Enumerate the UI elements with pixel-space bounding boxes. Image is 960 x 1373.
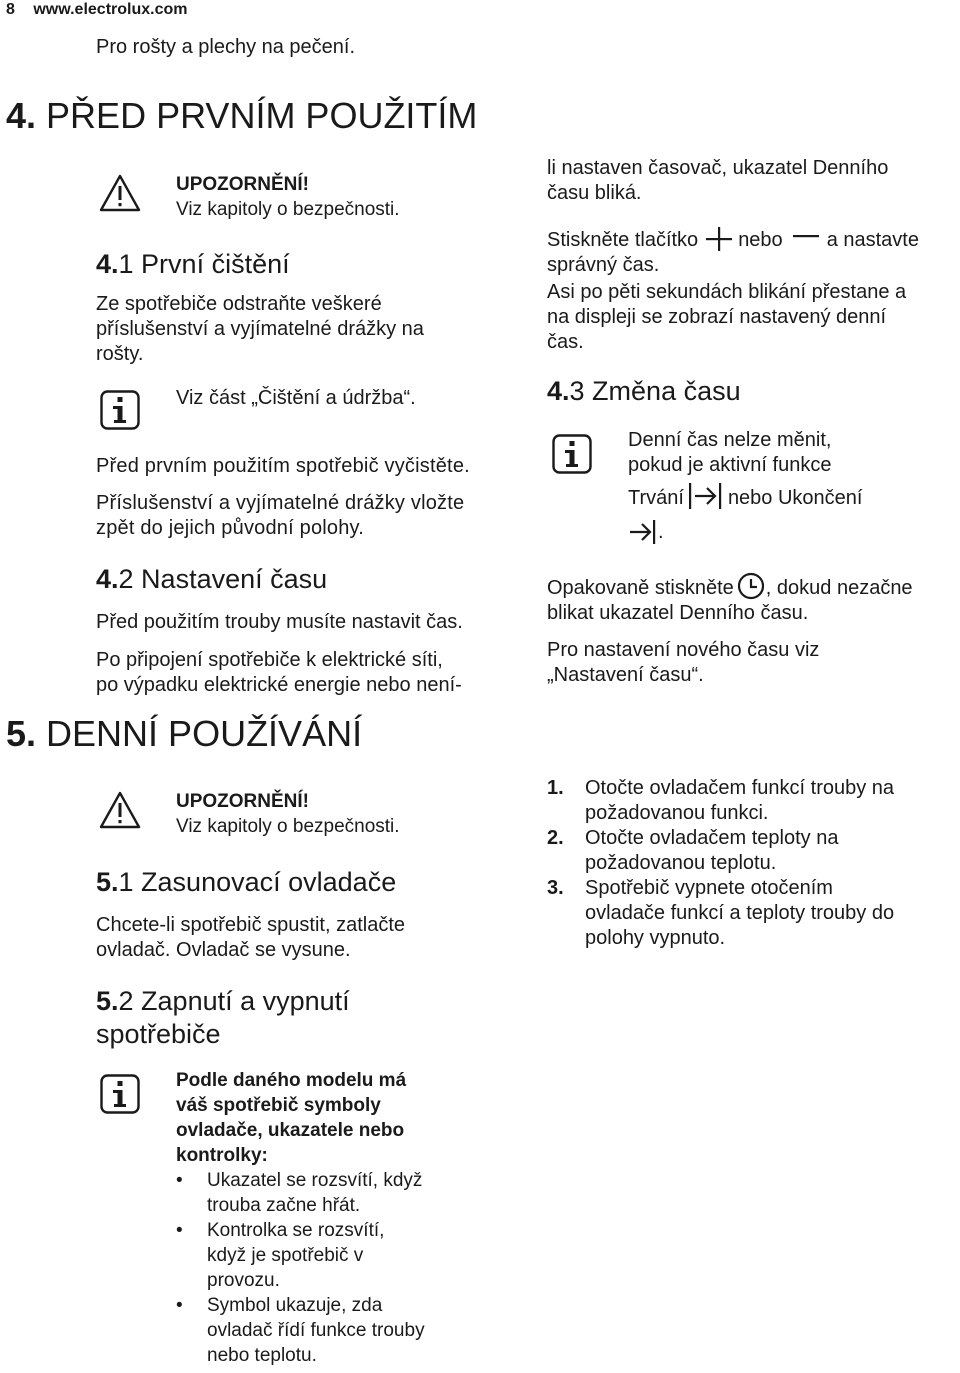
text-line: Pro nastavení nového času viz (547, 639, 820, 661)
text-line: správný čas. (547, 254, 660, 276)
bullet-list (176, 1168, 506, 1368)
subsection-number: 4. (547, 376, 570, 406)
text-line: ovladač. Ovladač se vysune. (96, 939, 351, 961)
text-line (628, 486, 862, 511)
text-fragment: a nastavte (826, 229, 919, 251)
text-line: po výpadku elektrické energie nebo není- (96, 674, 462, 696)
paragraph-after-connect (96, 648, 462, 698)
text-line (547, 576, 959, 601)
text-line: rošty. (96, 343, 144, 365)
text-line: polohy vypnuto. (585, 927, 726, 949)
subsection-number: 4. (96, 249, 119, 279)
step-number: 2. (547, 827, 564, 849)
subsection-title: 2 Nastavení času (118, 564, 328, 594)
list-item (176, 1218, 506, 1293)
duration-icon (686, 481, 728, 511)
text-line: li nastaven časovač, ukazatel Denního (547, 157, 889, 179)
step-number: 1. (547, 777, 564, 799)
text-line: když je spotřebič v (207, 1245, 364, 1266)
text-line: Otočte ovladačem funkcí trouby na (585, 777, 895, 799)
info-icon (100, 1074, 140, 1114)
subsection-number: 5. (96, 986, 119, 1016)
section-5-heading (6, 714, 362, 754)
text-line: času bliká. (547, 182, 642, 204)
warning-block-1 (176, 172, 400, 222)
section-4-number: 4. (6, 95, 37, 136)
text-fragment: nebo Ukončení (727, 487, 863, 509)
text-fragment: nebo (738, 229, 783, 251)
page-number: 8 (6, 1, 15, 18)
end-time-icon (628, 519, 658, 545)
subsection-number: 4. (96, 564, 119, 594)
warning-text: Viz kapitoly o bezpečnosti. (176, 816, 400, 837)
text-line: zpět do jejich původní polohy. (96, 517, 365, 539)
info-time-change (628, 428, 862, 545)
text-line: nebo teplotu. (207, 1345, 317, 1366)
section-5-number: 5. (6, 713, 37, 754)
text-fragment: Stiskněte tlačítko (547, 229, 699, 251)
section-5-title: DENNÍ POUŽÍVÁNÍ (46, 713, 363, 754)
warning-icon (99, 174, 141, 212)
text-line: • Symbol ukazuje, zda (207, 1295, 383, 1316)
text-line: příslušenství a vyjímatelné drážky na (96, 318, 424, 340)
text-line: „Nastavení času“. (547, 664, 704, 686)
paragraph-repeat-press (547, 576, 959, 626)
subsection-title: 1 První čištění (118, 249, 290, 279)
info-symbols (176, 1068, 506, 1368)
page-header (6, 0, 187, 20)
text-line: váš spotřebič symboly (176, 1095, 381, 1116)
text-line: kontrolky: (176, 1145, 268, 1166)
section-4-heading (6, 96, 477, 136)
paragraph-new-time (547, 638, 819, 688)
text-line: provozu. (207, 1270, 280, 1291)
text-line: pokud je aktivní funkce (628, 454, 832, 476)
paragraph-clean-before-use (96, 454, 470, 479)
list-item (547, 826, 894, 876)
text-line (547, 228, 957, 253)
text-line: Otočte ovladačem teploty na (585, 827, 839, 849)
paragraph-press-buttons (547, 228, 957, 278)
subsection-5-2-heading (96, 985, 350, 1051)
warning-text: Viz kapitoly o bezpečnosti. (176, 199, 400, 220)
paragraph-five-seconds (547, 280, 906, 355)
subsection-number: 5. (96, 867, 119, 897)
subsection-title: spotřebiče (96, 1019, 221, 1049)
step-list (547, 776, 894, 951)
step-number: 3. (547, 877, 564, 899)
text-line: na displeji se zobrazí nastavený denní (547, 306, 887, 328)
text-line: Po připojení spotřebiče k elektrické síti, (96, 649, 443, 671)
text-fragment: Opakovaně stiskněte (547, 577, 734, 599)
text-line (96, 985, 350, 1018)
minus-icon (789, 225, 823, 251)
text-line: Podle daného modelu má (176, 1070, 407, 1091)
list-item (176, 1168, 506, 1218)
subsection-4-3-heading (547, 375, 741, 408)
subsection-title: 1 Zasunovací ovladače (118, 867, 397, 897)
subsection-4-1-heading (96, 248, 290, 281)
list-item (547, 776, 894, 826)
text-line: Příslušenství a vyjímatelné drážky vložte (96, 492, 465, 514)
text-line: Před prvním použitím spotřebič vyčistěte. (96, 455, 470, 477)
site-url[interactable]: www.electrolux.com (33, 1, 188, 18)
text-fragment: Trvání (628, 487, 684, 509)
list-item (547, 876, 894, 951)
intro-line: Pro rošty a plechy na pečení. (96, 36, 356, 58)
clock-icon (736, 571, 766, 601)
list-item (176, 1293, 506, 1368)
subsection-title: 2 Zapnutí a vypnutí (118, 986, 350, 1016)
warning-icon (99, 791, 141, 829)
text-line: Denní čas nelze měnit, (628, 429, 832, 451)
text-fragment: . (658, 520, 664, 543)
subsection-5-1-heading (96, 866, 396, 899)
paragraph-put-back (96, 491, 464, 541)
subsection-4-2-heading (96, 563, 327, 596)
text-fragment: , dokud nezačne (765, 577, 913, 599)
paragraph-set-time: Před použitím trouby musíte nastavit čas. (96, 611, 463, 633)
subsection-title: 3 Změna času (569, 376, 741, 406)
info-icon (100, 390, 140, 430)
text-line: ovladač řídí funkce trouby (207, 1320, 425, 1341)
text-line: požadovanou teplotu. (585, 852, 777, 874)
text-line: Spotřebič vypnete otočením (585, 877, 833, 899)
paragraph-5-1 (96, 913, 405, 963)
text-line (628, 519, 862, 545)
text-line: Chcete-li spotřebič spustit, zatlačte (96, 914, 406, 936)
warning-block-2 (176, 789, 400, 839)
text-line: ovladače funkcí a teploty trouby do (585, 902, 895, 924)
text-line: požadovanou funkci. (585, 802, 769, 824)
section-4-title: PŘED PRVNÍM POUŽITÍM (46, 95, 478, 136)
text-line: čas. (547, 331, 584, 353)
text-line: Ze spotřebiče odstraňte veškeré (96, 293, 382, 315)
warning-title: UPOZORNĚNÍ! (176, 791, 309, 812)
info-icon (552, 434, 592, 474)
paragraph-continuation (547, 156, 888, 206)
text-line: trouba začne hřát. (207, 1195, 361, 1216)
text-line: ovladače, ukazatele nebo (176, 1120, 405, 1141)
text-line: • Kontrolka se rozsvítí, (207, 1220, 385, 1241)
warning-title: UPOZORNĚNÍ! (176, 174, 309, 195)
paragraph-4-1 (96, 292, 424, 367)
text-line: Asi po pěti sekundách blikání přestane a (547, 281, 907, 303)
text-line: • Ukazatel se rozsvítí, když (207, 1170, 423, 1191)
plus-icon (702, 226, 736, 252)
info-see-cleaning: Viz část „Čištění a údržba“. (176, 387, 416, 409)
text-line: blikat ukazatel Denního času. (547, 602, 809, 624)
